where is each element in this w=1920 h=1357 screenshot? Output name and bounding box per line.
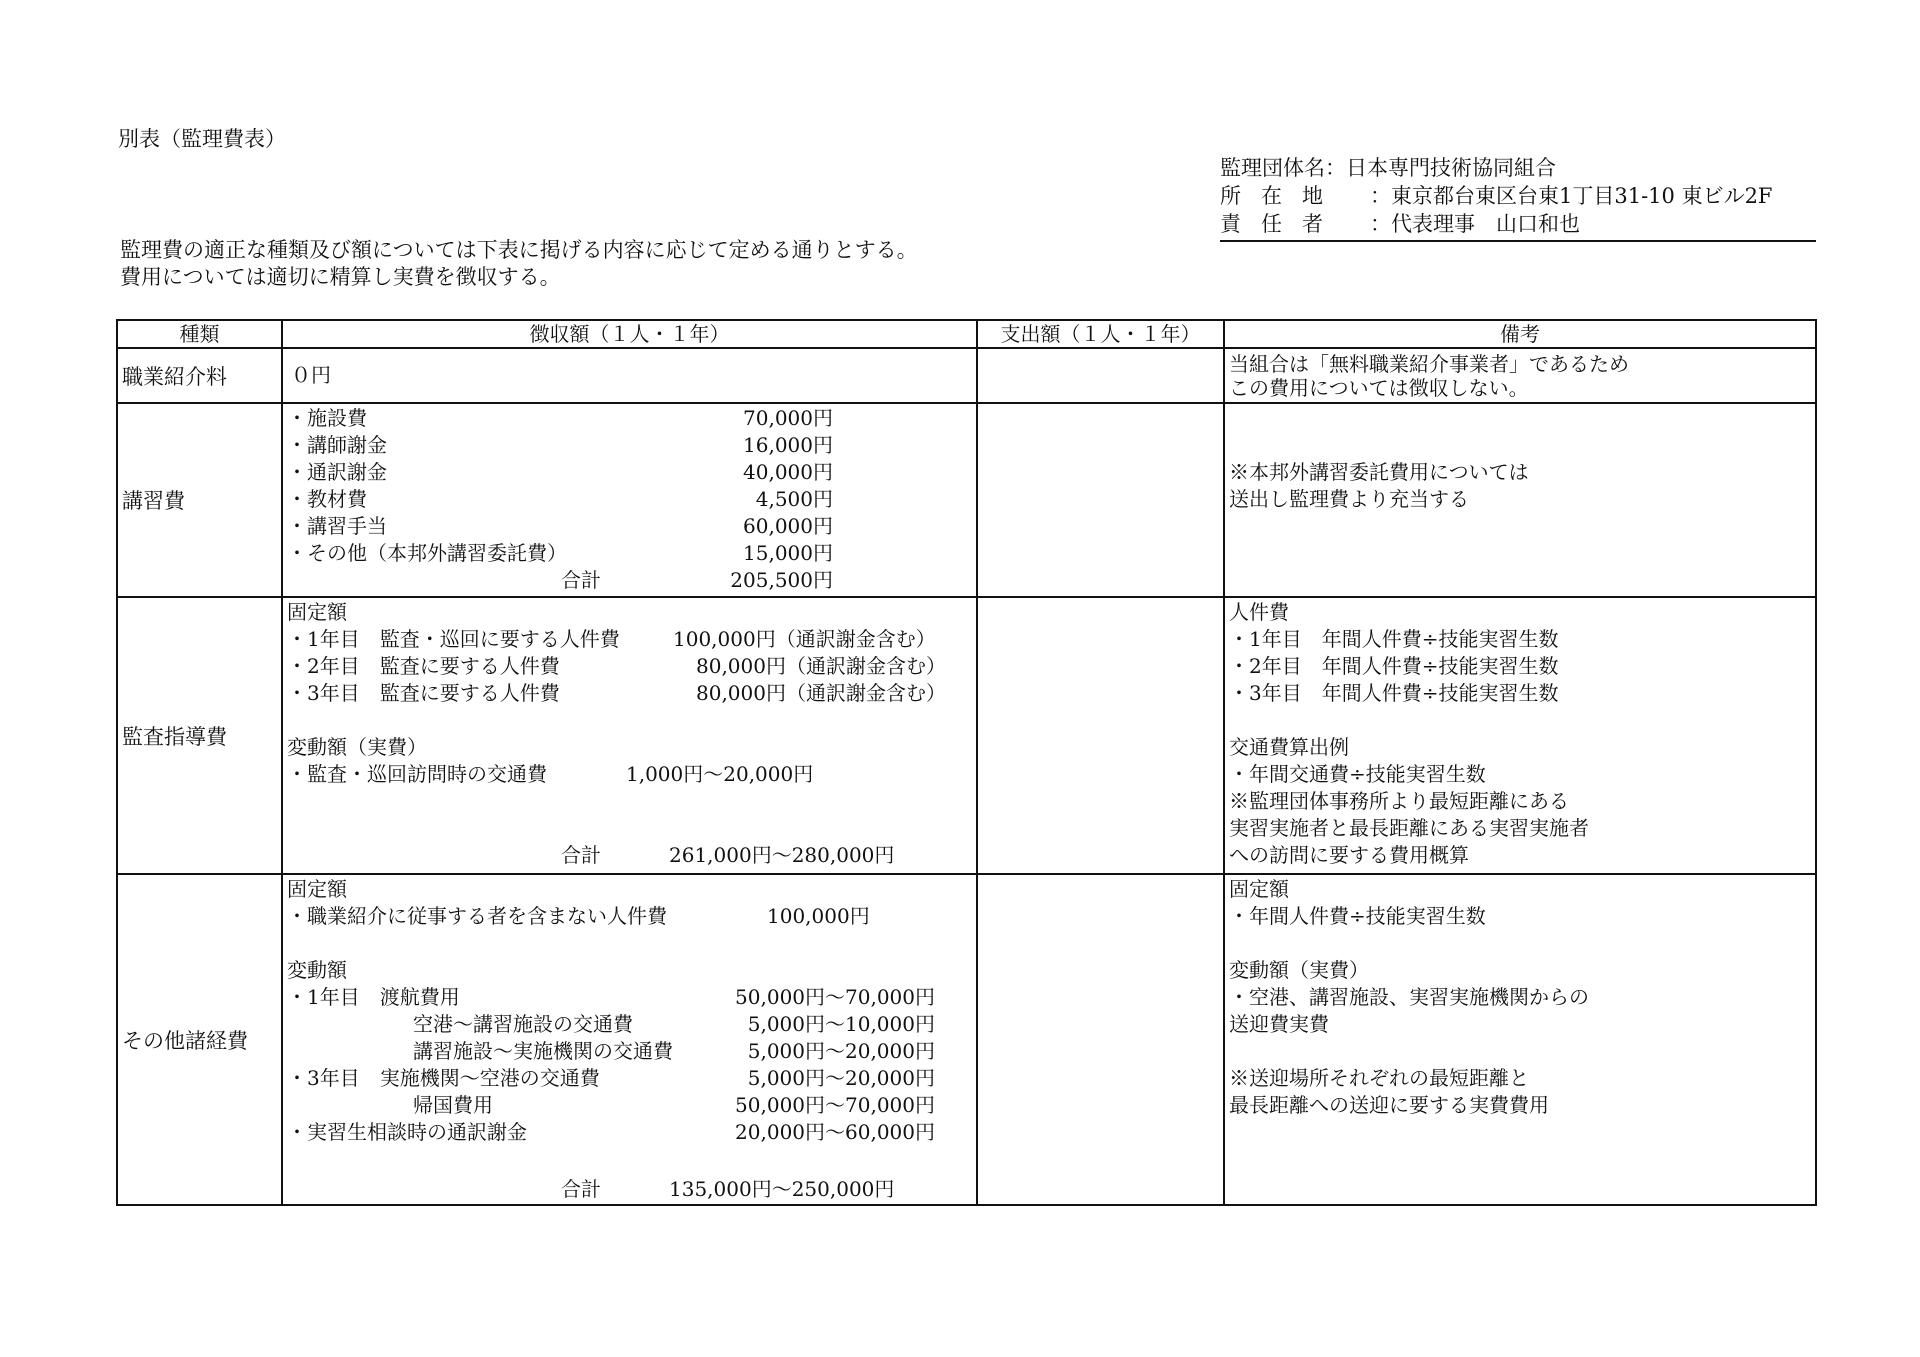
org-person-value: 代表理事 山口和也 bbox=[1391, 211, 1580, 236]
header-collection: 徴収額（１人・１年） bbox=[282, 320, 977, 348]
remark-line: 固定額 bbox=[1229, 877, 1289, 901]
remarks-cell bbox=[1224, 348, 1816, 403]
remark-line: ・年間交通費÷技能実習生数 bbox=[1229, 762, 1486, 786]
item-label: ・監査・巡回訪問時の交通費 bbox=[287, 762, 547, 786]
total-label: 合計 bbox=[561, 1177, 601, 1201]
remark-line: ・1年目 年間人件費÷技能実習生数 bbox=[1229, 627, 1559, 651]
total-value: 261,000円～280,000円 bbox=[669, 843, 895, 867]
expense-cell bbox=[977, 597, 1224, 874]
remark-line: 変動額（実費） bbox=[1229, 958, 1369, 982]
org-name-value: 日本専門技術協同組合 bbox=[1346, 155, 1556, 180]
intro-line: 費用については適切に精算し実費を徴収する。 bbox=[120, 265, 561, 289]
header-expense: 支出額（１人・１年） bbox=[977, 320, 1224, 348]
org-name-row: 監理団体名 ： 日本専門技術協同組合 bbox=[1220, 155, 1556, 180]
item-label: ・3年目 監査に要する人件費 bbox=[287, 681, 560, 705]
fee-table bbox=[116, 319, 1817, 1206]
item-label: ・職業紹介に従事する者を含まない人件費 bbox=[287, 904, 667, 928]
item-label: ・講習手当 bbox=[287, 514, 387, 538]
remark-line: ・2年目 年間人件費÷技能実習生数 bbox=[1229, 654, 1559, 678]
remark-line: への訪問に要する費用概算 bbox=[1229, 843, 1469, 867]
item-value: 50,000円～70,000円 bbox=[735, 1093, 935, 1117]
remark-line: ・年間人件費÷技能実習生数 bbox=[1229, 904, 1486, 928]
remark-line: 送出し監理費より充当する bbox=[1229, 487, 1469, 511]
item-label: ・その他（本邦外講習委託費） bbox=[287, 541, 567, 565]
item-value: 5,000円～20,000円 bbox=[747, 1039, 935, 1063]
item-value: 40,000円 bbox=[743, 460, 833, 484]
remarks-cell bbox=[1224, 874, 1816, 1205]
org-person-row: 責任者 ： 代表理事 山口和也 bbox=[1220, 211, 1580, 236]
org-address-label: 所在地 bbox=[1220, 183, 1343, 208]
item-value: 16,000円 bbox=[743, 433, 833, 457]
item-label: ・2年目 監査に要する人件費 bbox=[287, 654, 560, 678]
expense-cell bbox=[977, 874, 1224, 1205]
item-label: ・講師謝金 bbox=[287, 433, 387, 457]
item-label: ・実習生相談時の通訳謝金 bbox=[287, 1120, 527, 1144]
expense-cell bbox=[977, 348, 1224, 403]
item-label: ・3年目 実施機関～空港の交通費 bbox=[287, 1066, 600, 1090]
fixed-label: 固定額 bbox=[287, 600, 347, 624]
table-row bbox=[117, 874, 1816, 1205]
total-value: 205,500円 bbox=[730, 568, 833, 592]
table-row bbox=[117, 403, 1816, 597]
category-cell: その他諸経費 bbox=[117, 874, 282, 1205]
table-header-row bbox=[117, 320, 1816, 348]
amount-cell bbox=[282, 348, 977, 403]
item-value: 100,000円（通訳謝金含む） bbox=[673, 627, 936, 651]
fixed-label: 固定額 bbox=[287, 877, 347, 901]
amount-cell bbox=[282, 403, 977, 597]
org-address-row: 所在地 ： 東京都台東区台東1丁目31-10 東ビル2F bbox=[1220, 183, 1773, 208]
item-label: ・1年目 渡航費用 bbox=[287, 985, 460, 1009]
item-label: ・1年目 監査・巡回に要する人件費 bbox=[287, 627, 620, 651]
item-label: ・施設費 bbox=[287, 406, 367, 430]
category-cell: 職業紹介料 bbox=[117, 348, 282, 403]
total-label: 合計 bbox=[561, 568, 601, 592]
item-value: 80,000円（通訳謝金含む） bbox=[696, 681, 946, 705]
table-row bbox=[117, 597, 1816, 874]
item-value: 1,000円～20,000円 bbox=[626, 762, 814, 786]
remark-line: 人件費 bbox=[1229, 600, 1289, 624]
remark-line: ※監理団体事務所より最短距離にある bbox=[1229, 789, 1569, 813]
item-value: 70,000円 bbox=[743, 406, 833, 430]
remark-line: 実習実施者と最長距離にある実習実施者 bbox=[1229, 816, 1589, 840]
item-value: 60,000円 bbox=[743, 514, 833, 538]
total-label: 合計 bbox=[561, 843, 601, 867]
item-value: 100,000円 bbox=[767, 904, 870, 928]
variable-label: 変動額（実費） bbox=[287, 735, 427, 759]
remarks-cell bbox=[1224, 597, 1816, 874]
org-person-label: 責任者 bbox=[1220, 211, 1343, 236]
item-value: 4,500円 bbox=[755, 487, 833, 511]
remark-line: 交通費算出例 bbox=[1229, 735, 1349, 759]
total-value: 135,000円～250,000円 bbox=[669, 1177, 895, 1201]
org-address-value: 東京都台東区台東1丁目31-10 東ビル2F bbox=[1391, 183, 1773, 208]
expense-cell bbox=[977, 403, 1224, 597]
remark-line: 最長距離への送迎に要する実費費用 bbox=[1229, 1093, 1549, 1117]
item-value: 20,000円～60,000円 bbox=[735, 1120, 935, 1144]
category-cell: 講習費 bbox=[117, 403, 282, 597]
intro-text bbox=[120, 237, 918, 291]
item-value: 5,000円～10,000円 bbox=[747, 1012, 935, 1036]
remark-line: この費用については徴収しない。 bbox=[1229, 376, 1529, 400]
item-value: 50,000円～70,000円 bbox=[735, 985, 935, 1009]
item-value: 5,000円～20,000円 bbox=[747, 1066, 935, 1090]
remark-line: 当組合は「無料職業紹介事業者」であるため bbox=[1229, 352, 1629, 376]
amount-cell bbox=[282, 874, 977, 1205]
item-label: ・教材費 bbox=[287, 487, 367, 511]
remark-line: ※本邦外講習委託費用については bbox=[1229, 460, 1529, 484]
amount-text: ０円 bbox=[291, 363, 331, 387]
header-type: 種類 bbox=[117, 320, 282, 348]
org-name-label: 監理団体名 bbox=[1220, 155, 1325, 180]
table-row bbox=[117, 348, 1816, 403]
remark-line: ・空港、講習施設、実習実施機関からの bbox=[1229, 985, 1589, 1009]
amount-cell bbox=[282, 597, 977, 874]
item-value: 15,000円 bbox=[743, 541, 833, 565]
item-label: ・通訳謝金 bbox=[287, 460, 387, 484]
item-label: 空港～講習施設の交通費 bbox=[413, 1012, 633, 1036]
remark-line: ・3年目 年間人件費÷技能実習生数 bbox=[1229, 681, 1559, 705]
remark-line: 送迎費実費 bbox=[1229, 1012, 1329, 1036]
document-title: 別表（監理費表） bbox=[118, 127, 286, 151]
intro-line: 監理費の適正な種類及び額については下表に掲げる内容に応じて定める通りとする。 bbox=[120, 238, 918, 262]
remarks-cell bbox=[1224, 403, 1816, 597]
variable-label: 変動額 bbox=[287, 958, 347, 982]
item-label: 講習施設～実施機関の交通費 bbox=[413, 1039, 673, 1063]
organization-info bbox=[1220, 154, 1816, 242]
item-label: 帰国費用 bbox=[413, 1093, 493, 1117]
header-remarks: 備考 bbox=[1224, 320, 1816, 348]
category-cell: 監査指導費 bbox=[117, 597, 282, 874]
item-value: 80,000円（通訳謝金含む） bbox=[696, 654, 946, 678]
remark-line: ※送迎場所それぞれの最短距離と bbox=[1229, 1066, 1529, 1090]
